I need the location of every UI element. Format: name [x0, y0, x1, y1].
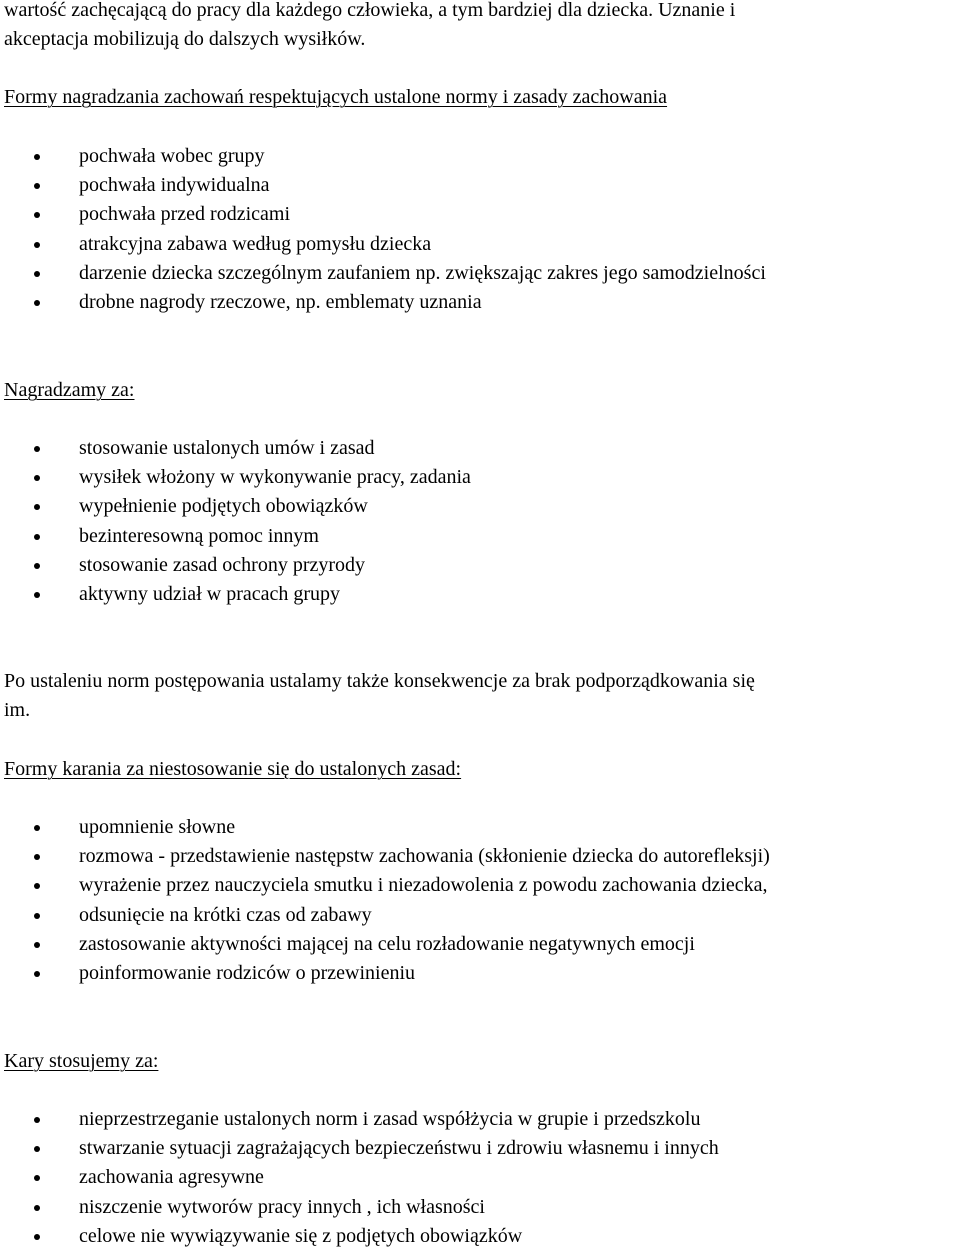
list-item-text: zastosowanie aktywności mającej na celu rozładowanie negatywnych emocji	[79, 932, 695, 955]
bullet-icon	[34, 271, 40, 277]
list-item-text: bezinteresowną pomoc innym	[79, 524, 319, 547]
punishment-forms-list	[4, 813, 960, 988]
list-item	[4, 930, 960, 959]
list-item-text: nieprzestrzeganie ustalonych norm i zasad współżycia w grupie i przedszkolu	[79, 1108, 701, 1130]
list-item	[4, 200, 960, 229]
rewards-forms-section	[4, 83, 960, 112]
intro-paragraph	[4, 0, 960, 54]
punish-for-list	[4, 1105, 960, 1251]
list-item	[4, 551, 960, 580]
list-item	[4, 171, 960, 200]
list-item-text: atrakcyjna zabawa według pomysłu dziecka	[79, 232, 432, 255]
list-item	[4, 522, 960, 551]
list-item-text: stosowanie zasad ochrony przyrody	[79, 553, 366, 576]
list-item	[4, 1193, 960, 1222]
list-item-text: pochwała przed rodzicami	[79, 203, 291, 226]
list-item	[4, 813, 960, 842]
bullet-icon	[34, 854, 40, 860]
punish-for-heading: Kary stosujemy za:	[4, 1050, 159, 1072]
punishment-forms-heading: Formy karania za niestosowanie się do ustalonych zasad:	[4, 758, 462, 780]
punish-for-list-container	[4, 1105, 960, 1251]
list-item	[4, 1222, 960, 1251]
list-item-text: odsunięcie na krótki czas od zabawy	[79, 903, 372, 926]
list-item-text: stosowanie ustalonych umów i zasad	[79, 437, 375, 459]
punishment-forms-list-container	[4, 813, 960, 988]
intro-line-2: akceptacja mobilizują do dalszych wysiłków.	[4, 28, 366, 51]
reward-for-heading: Nagradzamy za:	[4, 379, 135, 401]
list-item	[4, 1105, 960, 1134]
bullet-icon	[34, 534, 40, 540]
bullet-icon	[34, 883, 40, 889]
list-item-text: pochwała wobec grupy	[79, 145, 265, 167]
list-item-text: niszczenie wytworów pracy innych , ich własności	[79, 1195, 485, 1218]
bullet-icon	[34, 971, 40, 977]
list-item-text: celowe nie wywiązywanie się z podjętych obowiązków	[79, 1224, 523, 1247]
bullet-icon	[34, 563, 40, 569]
bullet-icon	[34, 1175, 40, 1181]
punishment-forms-section	[4, 755, 960, 784]
list-item-text: drobne nagrody rzeczowe, np. emblematy uznania	[79, 290, 482, 313]
rewards-forms-heading: Formy nagradzania zachowań respektujących ustalone normy i zasady zachowania	[4, 86, 668, 108]
list-item-text: pochwała indywidualna	[79, 174, 270, 197]
consequences-line-2: im.	[4, 699, 31, 722]
list-item	[4, 230, 960, 259]
reward-for-list-container	[4, 434, 960, 609]
consequences-line-1: Po ustaleniu norm postępowania ustalamy także konsekwencje za brak podporządkowania się	[4, 670, 755, 692]
bullet-icon	[34, 942, 40, 948]
list-item	[4, 259, 960, 288]
list-item-text: poinformowanie rodziców o przewinieniu	[79, 961, 416, 984]
bullet-icon	[34, 1234, 40, 1240]
bullet-icon	[34, 212, 40, 218]
list-item	[4, 463, 960, 492]
bullet-icon	[34, 242, 40, 248]
consequences-paragraph	[4, 667, 960, 725]
list-item-text: aktywny udział w pracach grupy	[79, 582, 341, 605]
list-item	[4, 434, 960, 463]
list-item-text: rozmowa - przedstawienie następstw zachowania (skłonienie dziecka do autorefleksji)	[79, 845, 770, 868]
rewards-forms-list	[4, 142, 960, 317]
list-item	[4, 288, 960, 317]
list-item	[4, 959, 960, 988]
bullet-icon	[34, 475, 40, 481]
list-item	[4, 901, 960, 930]
bullet-icon	[34, 1146, 40, 1152]
list-item	[4, 842, 960, 871]
reward-for-section	[4, 376, 960, 405]
list-item-text: wysiłek włożony w wykonywanie pracy, zadania	[79, 466, 471, 489]
reward-for-list	[4, 434, 960, 609]
bullet-icon	[34, 154, 40, 160]
intro-line-1: wartość zachęcającą do pracy dla każdego człowieka, a tym bardziej dla dziecka. Uznanie i	[4, 0, 736, 21]
list-item	[4, 492, 960, 521]
bullet-icon	[34, 504, 40, 510]
list-item	[4, 871, 960, 900]
list-item-text: wyrażenie przez nauczyciela smutku i niezadowolenia z powodu zachowania dziecka,	[79, 874, 768, 897]
list-item	[4, 1163, 960, 1192]
bullet-icon	[34, 1117, 40, 1123]
list-item-text: darzenie dziecka szczególnym zaufaniem np. zwiększając zakres jego samodzielności	[79, 261, 766, 284]
punish-for-section	[4, 1047, 960, 1076]
list-item-text: zachowania agresywne	[79, 1166, 264, 1189]
bullet-icon	[34, 913, 40, 919]
list-item-text: stwarzanie sytuacji zagrażających bezpieczeństwu i zdrowiu własnemu i innych	[79, 1137, 719, 1160]
list-item-text: wypełnienie podjętych obowiązków	[79, 495, 368, 518]
bullet-icon	[34, 825, 40, 831]
rewards-forms-list-container	[4, 142, 960, 317]
list-item	[4, 1134, 960, 1163]
bullet-icon	[34, 1205, 40, 1211]
list-item	[4, 580, 960, 609]
bullet-icon	[34, 300, 40, 306]
list-item-text: upomnienie słowne	[79, 816, 236, 838]
bullet-icon	[34, 183, 40, 189]
bullet-icon	[34, 446, 40, 452]
bullet-icon	[34, 592, 40, 598]
list-item	[4, 142, 960, 171]
